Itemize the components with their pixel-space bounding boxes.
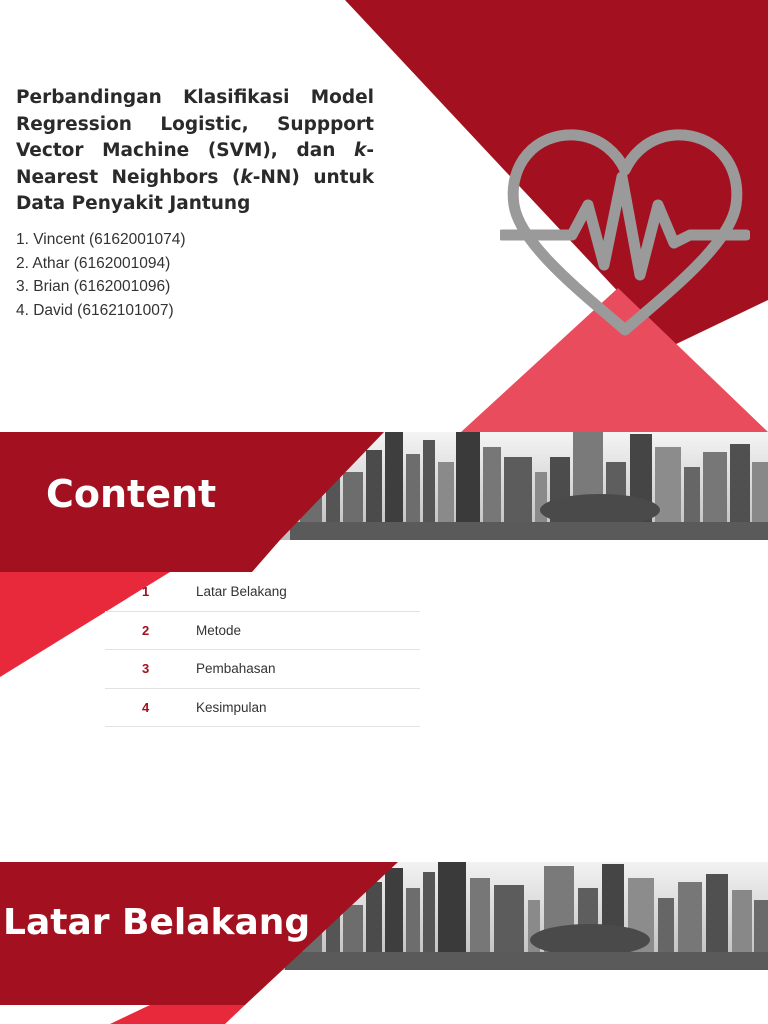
author-item: 3. Brian (6162001096) [16, 278, 171, 296]
content-slide [0, 432, 768, 864]
agenda-item-metode[interactable] [105, 612, 420, 651]
agenda-item-kesimpulan[interactable] [105, 689, 420, 728]
agenda-number: 3 [142, 661, 150, 677]
agenda-label: Metode [196, 622, 242, 638]
title-slide [0, 0, 768, 432]
author-item: 2. Athar (6162001094) [16, 254, 171, 272]
agenda-number: 2 [142, 622, 150, 638]
section-slide [0, 860, 768, 1024]
author-list [16, 228, 186, 322]
agenda-list [105, 573, 420, 727]
section-heading: Latar Belakang [3, 902, 311, 943]
agenda-label: Kesimpulan [196, 699, 267, 715]
presentation-title: Perbandingan Klasifikasi Model Regression Logistic, Suppport Vector Machine (SVM), dan k-Nearest Neighbors (k-NN) untuk Data Penyakit Jantung [16, 87, 374, 214]
agenda-number: 1 [142, 584, 150, 600]
agenda-number: 4 [142, 699, 150, 715]
author-item: 1. Vincent (6162001074) [16, 231, 186, 248]
agenda-item-latar-belakang[interactable] [105, 573, 420, 612]
agenda-item-pembahasan[interactable] [105, 650, 420, 689]
heart-pulse-icon [500, 125, 750, 340]
agenda-label: Latar Belakang [196, 584, 287, 600]
agenda-label: Pembahasan [196, 661, 276, 677]
content-heading: Content [46, 472, 217, 516]
author-item: 4. David (6162101007) [16, 301, 174, 319]
